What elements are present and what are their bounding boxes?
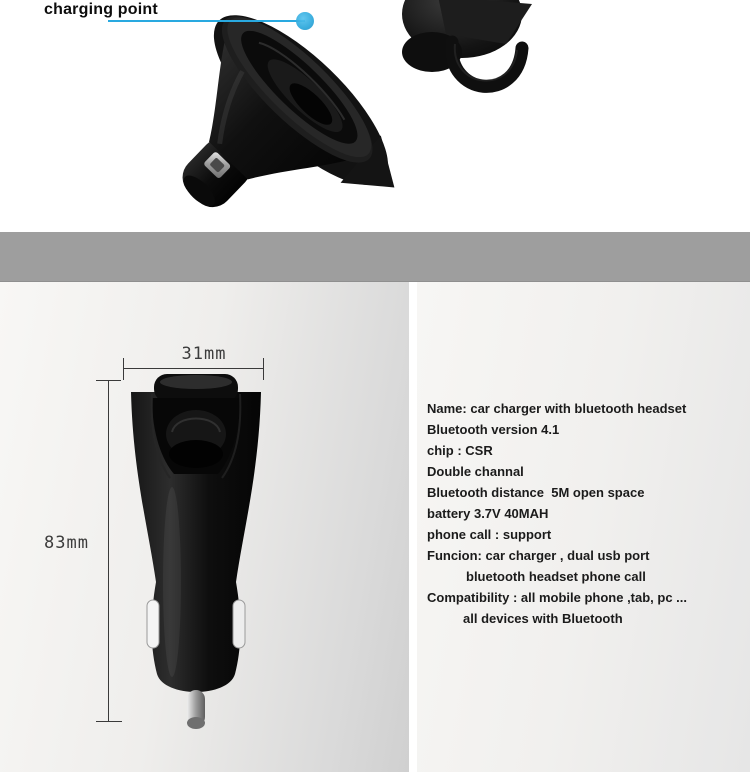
width-tick-left xyxy=(123,358,124,380)
hero-section xyxy=(0,0,750,232)
charging-point-marker-dot xyxy=(296,12,314,30)
spec-line: Name: car charger with bluetooth headset xyxy=(427,401,687,416)
spec-line: chip : CSR xyxy=(427,443,493,458)
width-dimension-label: 31mm xyxy=(181,344,227,364)
spec-line: phone call : support xyxy=(427,527,552,542)
spec-line: Funcion: car charger , dual usb port xyxy=(427,548,650,563)
width-tick-right xyxy=(263,358,264,380)
spec-line: Bluetooth distance 5M open space xyxy=(427,485,645,500)
spec-line: battery 3.7V 40MAH xyxy=(427,506,549,521)
divider-band xyxy=(0,232,750,282)
charging-point-label: charging point xyxy=(44,1,158,18)
callout-line xyxy=(108,20,305,22)
height-dimension-line xyxy=(108,380,109,722)
spec-line: bluetooth headset phone call xyxy=(466,569,646,584)
earbud-photo xyxy=(402,0,532,86)
height-dimension-label: 83mm xyxy=(44,533,89,553)
spec-line: all devices with Bluetooth xyxy=(463,611,623,626)
width-dimension-line xyxy=(123,368,264,369)
spec-panel xyxy=(417,282,750,772)
spec-line: Compatibility : all mobile phone ,tab, pc ... xyxy=(427,590,688,605)
dimension-panel xyxy=(0,282,409,772)
spec-list xyxy=(427,398,743,629)
spec-line: Double channal xyxy=(427,464,524,479)
spec-line: Bluetooth version 4.1 xyxy=(427,422,560,437)
height-tick-bottom xyxy=(96,721,122,722)
top-product-photo xyxy=(0,0,750,232)
height-tick-top xyxy=(96,380,121,381)
